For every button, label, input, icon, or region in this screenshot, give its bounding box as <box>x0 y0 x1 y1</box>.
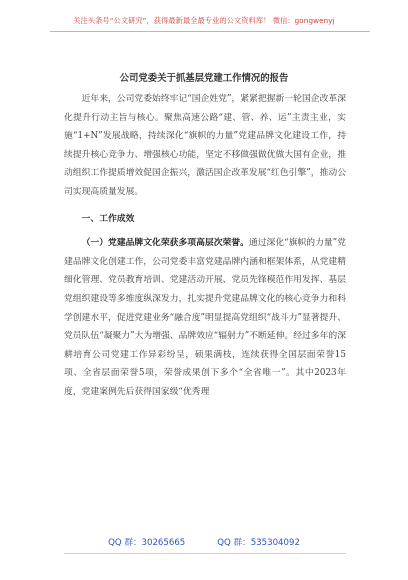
document-body <box>64 90 346 402</box>
intro-paragraph: 近年来，公司党委始终牢记“国企姓党”，紧紧把握新一轮国企改革深化提升行动主旨与核心。聚焦高速公路“建、管、养、运”主责主业，实施“1+N”发展战略，持续深化“旗帜的力量”党建品牌文化建设工作，持续提升核心竞争力、增强核心功能，坚定不移做强做优做大国有企业，推动组织工作提质增效促国企振兴，激活国企改革发展“红色引擎”，推动公司实现高质量发展。 <box>64 94 346 197</box>
header-divider <box>50 31 370 32</box>
footer-contact <box>0 536 408 548</box>
subsection-heading: （一）党建品牌文化荣获多项高层次荣誉。 <box>81 238 249 249</box>
header-promo-note: 关注头条号“公文研究”，获得最新最全最专业的公文资料库！ 微信：gongwenyj <box>73 16 335 25</box>
document-title: 公司党委关于抓基层党建工作情况的报告 <box>119 73 289 84</box>
footer-qq-group-1: QQ 群：30265665 <box>108 538 186 548</box>
subsection-body: 通过深化“旗帜的力量”党建品牌文化创建工作，公司党委丰富党建品牌内涵和框架体系，从党建精细化管理、党员教育培训、党建活动开展、党员先锋模范作用发挥、基层党组织建设等多维度纵深发力，扎实提升党建品牌文化的核心竞争力和科学创建水平，促进党建业务“融合度”明显提高党组织“战斗力”显著提升、党员队伍“凝聚力”大为增强、品牌效应“辐射力”不断延伸。经过多年的深耕培育公司党建工作异彩纷呈，硕果满枝，连续获得全国层面荣誉15项、全省层面荣誉5项，荣誉成果创下多个“全省唯一”。其中2023年度，党建案例先后获得国家级“优秀理 <box>64 238 346 397</box>
footer-divider <box>64 553 346 554</box>
footer-qq-group-2: QQ 群：535304092 <box>217 538 300 548</box>
section-heading-achievements: 一、工作成效 <box>81 213 135 224</box>
subsection-paragraph <box>64 234 346 401</box>
